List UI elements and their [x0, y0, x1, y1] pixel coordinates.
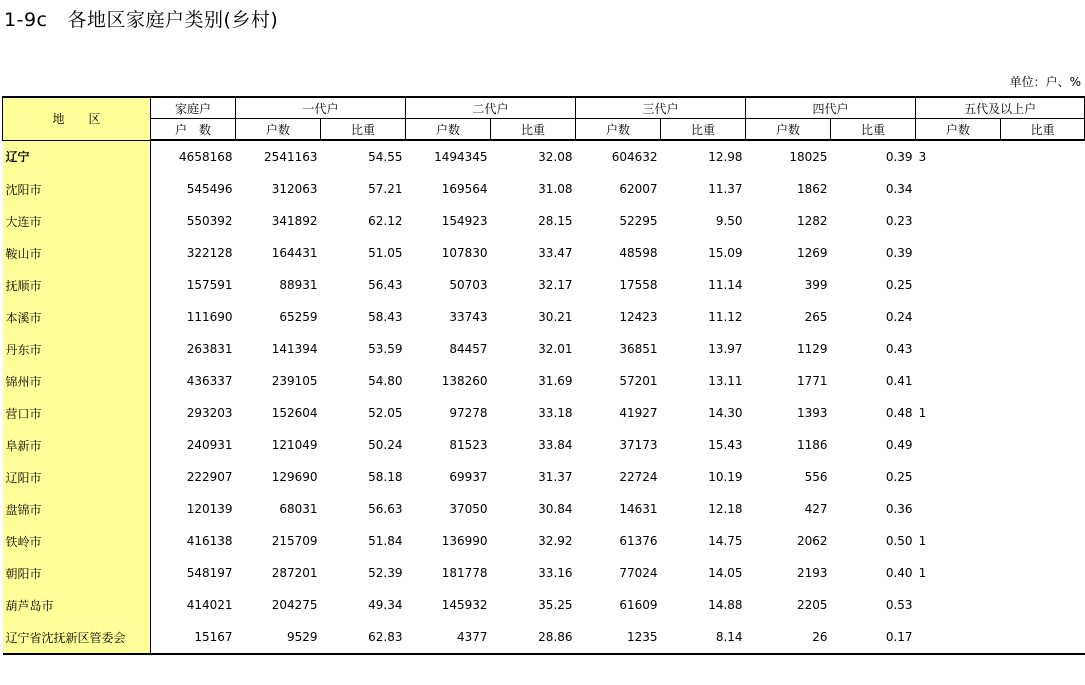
cell-gen4-count: 1129 [797, 342, 828, 356]
table-row [3, 589, 1085, 621]
table-row [3, 173, 1085, 205]
cell-gen1-count: 239105 [271, 374, 318, 388]
cell-household-total: 550392 [186, 214, 233, 228]
cell-gen3-count: 57201 [619, 374, 658, 388]
cell-gen5-count [916, 589, 1001, 621]
cell-gen5-ratio [1001, 365, 1085, 397]
table-row [3, 461, 1085, 493]
cell-household-total: 222907 [186, 470, 233, 484]
cell-region: 鞍山市 [3, 237, 151, 269]
cell-gen3-ratio: 14.30 [708, 406, 743, 420]
cell-gen4-count: 1862 [797, 182, 828, 196]
cell-gen3-count: 61376 [619, 534, 658, 548]
cell-region: 葫芦岛市 [3, 589, 151, 621]
cell-gen3-count: 48598 [619, 246, 658, 260]
header-sub-ratio: 比重 [1001, 119, 1085, 141]
table-title: 各地区家庭户类别(乡村) [67, 9, 279, 31]
cell-gen5-ratio [1001, 237, 1085, 269]
table-row [3, 525, 1085, 557]
cell-household-total: 293203 [186, 406, 233, 420]
cell-gen2-ratio: 33.16 [538, 566, 573, 580]
cell-region: 丹东市 [3, 333, 151, 365]
cell-gen4-ratio: 0.48 [885, 406, 913, 420]
cell-gen3-ratio: 8.14 [661, 621, 746, 654]
header-household-top: 家庭户 [151, 97, 236, 119]
cell-gen3-count: 14631 [619, 502, 658, 516]
cell-gen5-count [916, 173, 1001, 205]
cell-region: 朝阳市 [3, 557, 151, 589]
cell-gen2-ratio: 35.25 [538, 598, 573, 612]
cell-household-total: 263831 [186, 342, 233, 356]
cell-gen4-ratio: 0.36 [885, 502, 913, 516]
cell-gen3-ratio: 14.88 [708, 598, 743, 612]
cell-gen5-ratio [1001, 397, 1085, 429]
cell-gen2-count: 84457 [449, 342, 488, 356]
cell-gen4-count: 265 [804, 310, 828, 324]
cell-gen3-count: 12423 [619, 310, 658, 324]
cell-gen4-ratio: 0.34 [885, 182, 913, 196]
cell-household-total: 15167 [151, 621, 236, 654]
cell-gen2-ratio: 33.18 [538, 406, 573, 420]
cell-gen5-ratio [1001, 333, 1085, 365]
cell-gen3-count: 604632 [611, 150, 658, 164]
cell-gen1-ratio: 49.34 [368, 598, 403, 612]
cell-gen1-count: 312063 [271, 182, 318, 196]
cell-gen4-count: 556 [804, 470, 828, 484]
cell-gen3-ratio: 13.97 [708, 342, 743, 356]
cell-gen2-count: 50703 [449, 278, 488, 292]
table-row [3, 269, 1085, 301]
cell-gen5-count [916, 461, 1001, 493]
cell-gen5-count [916, 333, 1001, 365]
cell-gen1-ratio: 56.63 [368, 502, 403, 516]
cell-gen1-count: 152604 [271, 406, 318, 420]
table-number: 1-9c [4, 9, 48, 31]
cell-gen5-ratio [1001, 140, 1085, 173]
header-group-5: 五代及以上户 [916, 97, 1085, 119]
table-row [3, 365, 1085, 397]
cell-gen1-ratio: 62.83 [321, 621, 406, 654]
cell-gen1-ratio: 53.59 [368, 342, 403, 356]
cell-gen2-count: 138260 [441, 374, 488, 388]
cell-gen1-count: 9529 [236, 621, 321, 654]
header-sub-ratio: 比重 [491, 119, 576, 141]
cell-gen4-ratio: 0.40 [885, 566, 913, 580]
cell-gen2-ratio: 33.47 [538, 246, 573, 260]
cell-gen3-ratio: 13.11 [708, 374, 743, 388]
cell-gen2-count: 1494345 [434, 150, 488, 164]
cell-gen4-count: 2062 [797, 534, 828, 548]
cell-gen4-ratio: 0.24 [885, 310, 913, 324]
cell-gen3-count: 1235 [576, 621, 661, 654]
header-sub-count: 户数 [236, 119, 321, 141]
cell-gen5-ratio [1001, 173, 1085, 205]
table-row [3, 140, 1085, 173]
header-group-4: 四代户 [746, 97, 916, 119]
cell-gen5-count [916, 621, 1001, 654]
cell-gen5-count: 1 [918, 406, 927, 420]
cell-region: 抚顺市 [3, 269, 151, 301]
header-group-2: 二代户 [406, 97, 576, 119]
cell-gen3-count: 36851 [619, 342, 658, 356]
cell-gen5-count [916, 301, 1001, 333]
cell-gen4-count: 427 [804, 502, 828, 516]
cell-household-total: 111690 [186, 310, 233, 324]
cell-gen4-ratio: 0.17 [831, 621, 916, 654]
cell-gen3-count: 22724 [619, 470, 658, 484]
cell-gen2-ratio: 32.17 [538, 278, 573, 292]
cell-gen1-ratio: 51.84 [368, 534, 403, 548]
cell-gen4-count: 2205 [797, 598, 828, 612]
cell-gen1-count: 2541163 [264, 150, 318, 164]
header-sub-ratio: 比重 [831, 119, 916, 141]
cell-gen3-count: 77024 [619, 566, 658, 580]
cell-gen1-ratio: 52.39 [368, 566, 403, 580]
cell-gen1-ratio: 58.43 [368, 310, 403, 324]
cell-gen2-ratio: 28.86 [491, 621, 576, 654]
cell-household-total: 548197 [186, 566, 233, 580]
table-row [3, 333, 1085, 365]
cell-gen4-count: 1282 [797, 214, 828, 228]
cell-gen1-count: 287201 [271, 566, 318, 580]
cell-gen3-ratio: 11.37 [708, 182, 743, 196]
cell-gen1-count: 164431 [271, 246, 318, 260]
cell-gen1-ratio: 56.43 [368, 278, 403, 292]
cell-gen5-ratio [1001, 269, 1085, 301]
cell-gen3-ratio: 9.50 [715, 214, 743, 228]
cell-gen4-count: 1186 [797, 438, 828, 452]
cell-gen2-ratio: 32.08 [538, 150, 573, 164]
cell-gen5-count: 1 [918, 566, 927, 580]
cell-gen5-ratio [1001, 621, 1085, 654]
cell-gen4-count: 18025 [789, 150, 828, 164]
cell-gen1-ratio: 62.12 [368, 214, 403, 228]
cell-gen5-ratio [1001, 589, 1085, 621]
cell-gen5-ratio [1001, 461, 1085, 493]
header-region: 地 区 [3, 97, 151, 140]
cell-region: 辽宁省沈抚新区管委会 [3, 621, 151, 654]
cell-gen4-ratio: 0.39 [885, 150, 913, 164]
cell-gen5-count [916, 365, 1001, 397]
cell-gen2-count: 37050 [449, 502, 488, 516]
cell-gen2-count: 33743 [449, 310, 488, 324]
cell-region: 营口市 [3, 397, 151, 429]
cell-gen1-ratio: 51.05 [368, 246, 403, 260]
table-row [3, 205, 1085, 237]
cell-region: 大连市 [3, 205, 151, 237]
cell-gen1-ratio: 50.24 [368, 438, 403, 452]
cell-household-total: 157591 [186, 278, 233, 292]
page-title [4, 5, 278, 32]
cell-gen1-count: 341892 [271, 214, 318, 228]
cell-gen3-ratio: 12.18 [708, 502, 743, 516]
cell-gen3-ratio: 10.19 [708, 470, 743, 484]
table-row [3, 397, 1085, 429]
cell-gen3-ratio: 14.75 [708, 534, 743, 548]
cell-gen3-count: 62007 [619, 182, 658, 196]
cell-gen4-ratio: 0.50 [885, 534, 913, 548]
cell-gen2-ratio: 31.08 [538, 182, 573, 196]
cell-gen5-ratio [1001, 205, 1085, 237]
cell-gen5-count [916, 493, 1001, 525]
header-group-3: 三代户 [576, 97, 746, 119]
header-group-1: 一代户 [236, 97, 406, 119]
cell-gen2-ratio: 30.21 [538, 310, 573, 324]
cell-gen2-ratio: 28.15 [538, 214, 573, 228]
cell-gen3-ratio: 11.14 [708, 278, 743, 292]
cell-gen4-count: 26 [746, 621, 831, 654]
cell-gen2-count: 107830 [441, 246, 488, 260]
cell-gen2-count: 145932 [441, 598, 488, 612]
cell-gen5-count [916, 237, 1001, 269]
cell-gen2-ratio: 30.84 [538, 502, 573, 516]
header-sub-ratio: 比重 [321, 119, 406, 141]
cell-gen1-count: 88931 [279, 278, 318, 292]
cell-gen3-count: 52295 [619, 214, 658, 228]
cell-gen5-count [916, 269, 1001, 301]
unit-label: 单位：户、% [1009, 75, 1081, 89]
cell-gen2-ratio: 32.01 [538, 342, 573, 356]
cell-household-total: 240931 [186, 438, 233, 452]
header-sub-ratio: 比重 [661, 119, 746, 141]
cell-gen1-count: 121049 [271, 438, 318, 452]
cell-region: 辽阳市 [3, 461, 151, 493]
cell-gen3-ratio: 12.98 [708, 150, 743, 164]
cell-gen2-count: 154923 [441, 214, 488, 228]
cell-gen3-ratio: 11.12 [708, 310, 743, 324]
cell-gen4-ratio: 0.41 [885, 374, 913, 388]
cell-gen2-ratio: 33.84 [538, 438, 573, 452]
cell-household-total: 414021 [186, 598, 233, 612]
cell-gen5-count [916, 429, 1001, 461]
cell-region: 辽宁 [3, 140, 151, 173]
household-table [2, 96, 1085, 655]
cell-gen4-ratio: 0.39 [885, 246, 913, 260]
cell-gen2-ratio: 31.69 [538, 374, 573, 388]
cell-gen3-count: 41927 [619, 406, 658, 420]
cell-household-total: 120139 [186, 502, 233, 516]
cell-gen4-ratio: 0.43 [885, 342, 913, 356]
cell-gen3-ratio: 15.43 [708, 438, 743, 452]
header-sub-count: 户数 [746, 119, 831, 141]
header-sub-count: 户数 [576, 119, 661, 141]
cell-gen5-ratio [1001, 493, 1085, 525]
cell-household-total: 545496 [186, 182, 233, 196]
cell-gen2-count: 81523 [449, 438, 488, 452]
cell-gen1-count: 215709 [271, 534, 318, 548]
cell-gen2-ratio: 31.37 [538, 470, 573, 484]
cell-region: 阜新市 [3, 429, 151, 461]
cell-gen4-count: 1269 [797, 246, 828, 260]
table-row [3, 557, 1085, 589]
cell-gen4-count: 1393 [797, 406, 828, 420]
cell-gen5-ratio [1001, 429, 1085, 461]
cell-gen2-count: 136990 [441, 534, 488, 548]
cell-gen2-count: 169564 [441, 182, 488, 196]
cell-region: 铁岭市 [3, 525, 151, 557]
cell-gen2-count: 4377 [406, 621, 491, 654]
table-row [3, 621, 1085, 654]
cell-gen4-ratio: 0.25 [885, 278, 913, 292]
cell-gen5-count: 3 [918, 150, 927, 164]
cell-gen4-ratio: 0.25 [885, 470, 913, 484]
table-row [3, 429, 1085, 461]
cell-gen4-count: 399 [804, 278, 828, 292]
cell-household-total: 4658168 [179, 150, 233, 164]
cell-gen2-count: 181778 [441, 566, 488, 580]
cell-region: 锦州市 [3, 365, 151, 397]
cell-gen1-count: 204275 [271, 598, 318, 612]
cell-gen4-count: 2193 [797, 566, 828, 580]
cell-gen1-count: 141394 [271, 342, 318, 356]
cell-region: 盘锦市 [3, 493, 151, 525]
cell-household-total: 436337 [186, 374, 233, 388]
cell-gen3-count: 17558 [619, 278, 658, 292]
cell-region: 沈阳市 [3, 173, 151, 205]
table-row [3, 493, 1085, 525]
cell-gen1-ratio: 57.21 [368, 182, 403, 196]
cell-gen1-ratio: 58.18 [368, 470, 403, 484]
cell-gen4-ratio: 0.49 [885, 438, 913, 452]
cell-household-total: 416138 [186, 534, 233, 548]
header-sub-count: 户数 [916, 119, 1001, 141]
cell-gen1-count: 65259 [279, 310, 318, 324]
cell-gen5-ratio [1001, 525, 1085, 557]
header-household-bottom: 户 数 [151, 119, 236, 141]
cell-gen2-ratio: 32.92 [538, 534, 573, 548]
table-row [3, 237, 1085, 269]
cell-gen3-count: 37173 [619, 438, 658, 452]
cell-gen5-ratio [1001, 557, 1085, 589]
cell-gen5-count: 1 [918, 534, 927, 548]
cell-gen3-ratio: 14.05 [708, 566, 743, 580]
cell-gen4-ratio: 0.23 [885, 214, 913, 228]
cell-gen4-count: 1771 [797, 374, 828, 388]
cell-gen1-count: 129690 [271, 470, 318, 484]
cell-household-total: 322128 [186, 246, 233, 260]
cell-region: 本溪市 [3, 301, 151, 333]
cell-gen2-count: 69937 [449, 470, 488, 484]
cell-gen1-ratio: 54.80 [368, 374, 403, 388]
cell-gen5-count [916, 205, 1001, 237]
cell-gen1-ratio: 52.05 [368, 406, 403, 420]
cell-gen5-ratio [1001, 301, 1085, 333]
header-sub-count: 户数 [406, 119, 491, 141]
table-row [3, 301, 1085, 333]
cell-gen4-ratio: 0.53 [885, 598, 913, 612]
cell-gen2-count: 97278 [449, 406, 488, 420]
cell-gen3-count: 61609 [619, 598, 658, 612]
cell-gen1-count: 68031 [279, 502, 318, 516]
cell-gen1-ratio: 54.55 [368, 150, 403, 164]
cell-gen3-ratio: 15.09 [708, 246, 743, 260]
